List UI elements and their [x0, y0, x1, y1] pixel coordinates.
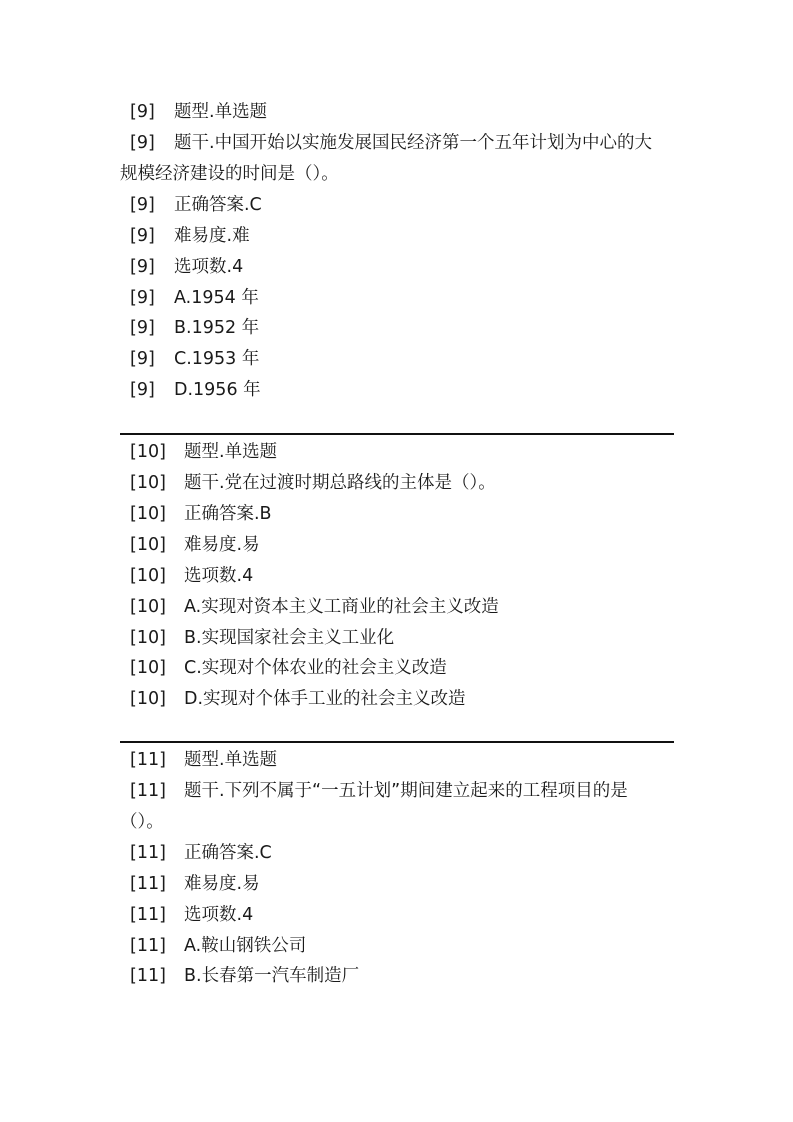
- option-c: C.实现对个体农业的社会主义改造: [184, 658, 447, 678]
- question-number: [11]: [130, 966, 166, 986]
- correct-answer: 正确答案.C: [184, 843, 272, 863]
- question-number: [11]: [130, 750, 166, 770]
- question-type: 题型.单选题: [184, 750, 278, 770]
- option-a: A.鞍山钢铁公司: [184, 936, 307, 956]
- section-divider: [120, 741, 674, 743]
- question-number: [10]: [130, 658, 166, 678]
- question-number: [10]: [130, 566, 166, 586]
- question-number: [9]: [130, 133, 155, 153]
- question-number: [9]: [130, 226, 155, 246]
- option-b: B.1952 年: [174, 318, 260, 338]
- question-number: [10]: [130, 597, 166, 617]
- question-stem: 题干.中国开始以实施发展国民经济第一个五年计划为中心的大: [174, 133, 653, 153]
- question-number: [9]: [130, 195, 155, 215]
- question-number: [11]: [130, 905, 166, 925]
- correct-answer: 正确答案.B: [184, 504, 272, 524]
- question-number: [9]: [130, 318, 155, 338]
- question-type: 题型.单选题: [184, 442, 278, 462]
- question-number: [11]: [130, 843, 166, 863]
- question-number: [9]: [130, 257, 155, 277]
- question-number: [10]: [130, 535, 166, 555]
- question-number: [11]: [130, 874, 166, 894]
- option-a: A.实现对资本主义工商业的社会主义改造: [184, 597, 499, 617]
- difficulty: 难易度.易: [184, 874, 260, 894]
- question-number: [10]: [130, 628, 166, 648]
- option-d: D.1956 年: [174, 380, 261, 400]
- question-number: [9]: [130, 380, 155, 400]
- question-type: 题型.单选题: [174, 102, 268, 122]
- question-number: [10]: [130, 442, 166, 462]
- option-d: D.实现对个体手工业的社会主义改造: [184, 689, 466, 709]
- option-count: 选项数.4: [184, 905, 254, 925]
- option-b: B.实现国家社会主义工业化: [184, 628, 395, 648]
- option-c: C.1953 年: [174, 349, 260, 369]
- question-stem-continuation: （）。: [120, 812, 164, 832]
- option-a: A.1954 年: [174, 288, 259, 308]
- section-divider: [120, 433, 674, 435]
- question-number: [10]: [130, 504, 166, 524]
- correct-answer: 正确答案.C: [174, 195, 262, 215]
- option-b: B.长春第一汽车制造厂: [184, 966, 360, 986]
- question-number: [10]: [130, 689, 166, 709]
- question-number: [9]: [130, 349, 155, 369]
- option-count: 选项数.4: [184, 566, 254, 586]
- difficulty: 难易度.易: [184, 535, 260, 555]
- question-number: [11]: [130, 936, 166, 956]
- question-number: [9]: [130, 288, 155, 308]
- question-number: [9]: [130, 102, 155, 122]
- question-number: [10]: [130, 473, 166, 493]
- difficulty: 难易度.难: [174, 226, 250, 246]
- option-count: 选项数.4: [174, 257, 244, 277]
- question-stem-continuation: 规模经济建设的时间是（）。: [120, 164, 339, 184]
- question-stem: 题干.党在过渡时期总路线的主体是（）。: [184, 473, 496, 493]
- question-number: [11]: [130, 781, 166, 801]
- question-stem: 题干.下列不属于“一五计划”期间建立起来的工程项目的是: [184, 781, 628, 801]
